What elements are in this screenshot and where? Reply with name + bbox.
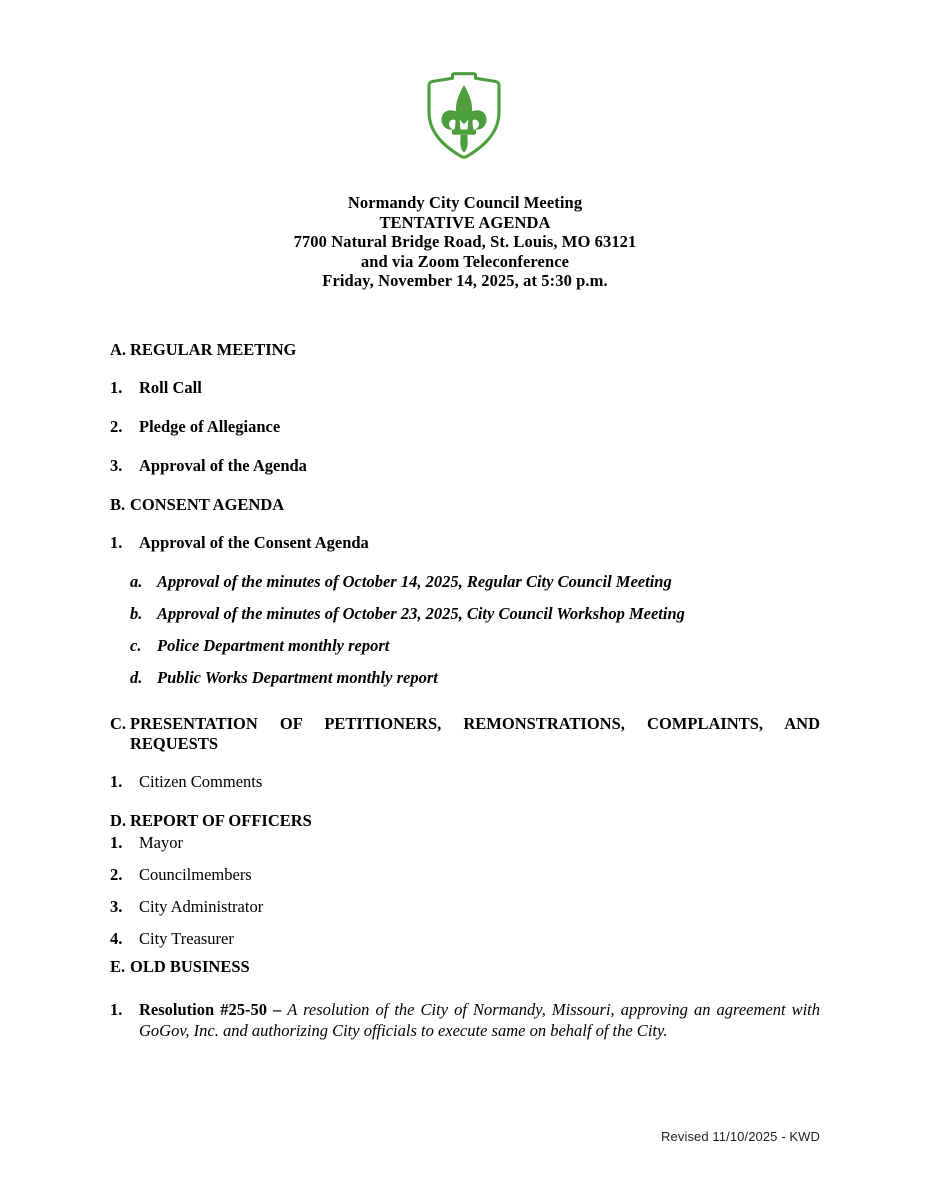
list-item	[130, 668, 820, 688]
item-text: City Administrator	[139, 897, 264, 916]
item-marker: 1.	[110, 378, 123, 397]
header-line-organization: Normandy City Council Meeting	[347, 193, 583, 212]
list-item	[130, 604, 820, 624]
resolution-number: Resolution #25-50 –	[139, 1000, 288, 1019]
item-marker: 3.	[110, 456, 123, 475]
item-text: Approval of the minutes of October 14, 2025, Regular City Council Meeting	[157, 572, 672, 591]
item-marker: 2.	[110, 417, 123, 436]
section-letter-c: C.	[110, 714, 127, 733]
list-item	[110, 533, 820, 553]
item-marker: d.	[130, 668, 143, 687]
section-heading-d	[110, 811, 820, 831]
item-text: Citizen Comments	[139, 772, 263, 791]
header-line-datetime: Friday, November 14, 2025, at 5:30 p.m.	[322, 271, 608, 291]
item-text: Councilmembers	[139, 865, 252, 884]
list-item	[110, 865, 820, 885]
item-marker: b.	[130, 604, 143, 623]
list-item	[130, 636, 820, 656]
agenda-body	[110, 340, 820, 1041]
list-item	[110, 378, 820, 398]
list-item	[110, 772, 820, 792]
footer-revision: Revised 11/10/2025 - KWD	[661, 1129, 820, 1144]
section-title-c: PRESENTATION OF PETITIONERS, REMONSTRATIONS, COMPLAINTS, AND REQUESTS	[130, 714, 820, 753]
section-title-b: CONSENT AGENDA	[130, 495, 285, 514]
resolution-item	[110, 999, 820, 1041]
section-letter-e: E.	[110, 957, 126, 976]
list-item	[110, 929, 820, 949]
item-text: Approval of the Agenda	[139, 456, 307, 475]
item-text: Approval of the minutes of October 23, 2025, City Council Workshop Meeting	[157, 604, 685, 623]
meeting-header	[110, 193, 820, 291]
item-text: Mayor	[139, 833, 183, 852]
section-title-d: REPORT OF OFFICERS	[130, 811, 312, 830]
header-line-agenda-type: TENTATIVE AGENDA	[379, 212, 551, 232]
section-heading-c	[110, 714, 820, 754]
item-text: Public Works Department monthly report	[157, 668, 438, 687]
item-text: Police Department monthly report	[157, 636, 390, 655]
item-marker: c.	[130, 636, 142, 655]
item-text: Approval of the Consent Agenda	[139, 533, 369, 552]
item-marker: 1.	[110, 772, 123, 791]
item-text: City Treasurer	[139, 929, 234, 948]
item-text: Roll Call	[139, 378, 202, 397]
section-heading-b	[110, 495, 820, 515]
item-marker: 1.	[110, 833, 123, 852]
section-letter-d: D.	[110, 811, 127, 830]
item-marker: 1.	[110, 533, 123, 552]
header-line-teleconference: and via Zoom Teleconference	[360, 251, 570, 271]
item-marker: 1.	[110, 1000, 123, 1019]
resolution-text	[139, 999, 820, 1041]
item-marker: 2.	[110, 865, 123, 884]
section-title-a: REGULAR MEETING	[130, 340, 297, 359]
item-marker: 3.	[110, 897, 123, 916]
list-item	[130, 572, 820, 592]
city-logo	[0, 72, 927, 165]
list-item	[110, 897, 820, 917]
list-item	[110, 417, 820, 437]
item-marker: 4.	[110, 929, 123, 948]
list-item	[110, 456, 820, 476]
section-letter-a: A.	[110, 340, 127, 359]
section-title-e: OLD BUSINESS	[130, 957, 250, 976]
item-marker: a.	[130, 572, 143, 591]
list-item	[110, 833, 820, 853]
item-text: Pledge of Allegiance	[139, 417, 281, 436]
section-heading-a	[110, 340, 820, 360]
normandy-shield-fleur-de-lis-icon	[424, 72, 504, 160]
section-letter-b: B.	[110, 495, 126, 514]
resolution-body: A resolution of the City of Normandy, Missouri, approving an agreement with GoGov, Inc. and authorizing City officials to execute same on behalf of the City.	[139, 1000, 821, 1040]
header-line-address: 7700 Natural Bridge Road, St. Louis, MO 63121	[293, 232, 637, 252]
section-heading-e	[110, 957, 820, 977]
